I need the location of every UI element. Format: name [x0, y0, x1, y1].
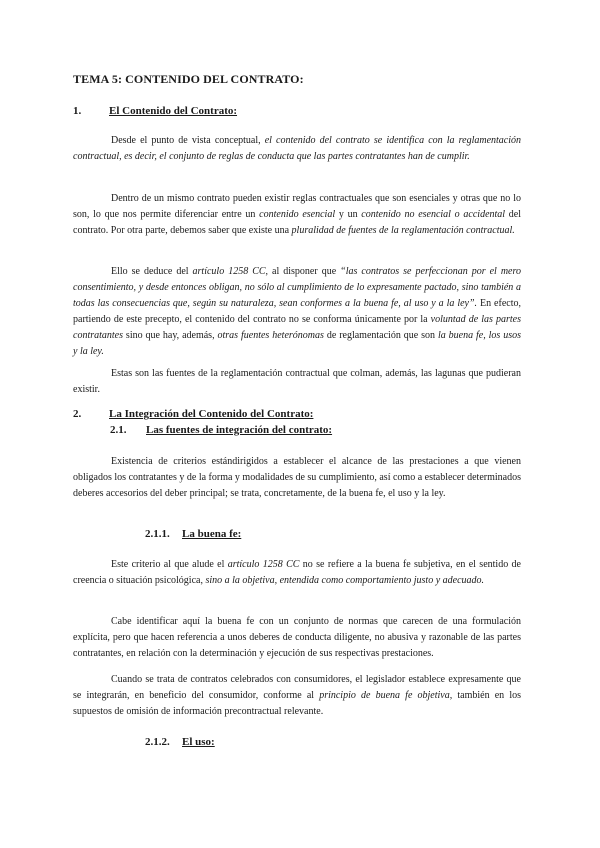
text-run-italic: “las contratos se perfeccionan por el mero consentimiento, y desde entonces obligan, no sólo al cumplimiento de lo expresamente pactado, sino también a todas las consecuencias que, según su naturaleza, sean conformes a la buena fe, al uso y a la ley”. — [73, 266, 521, 309]
section-title: Las fuentes de integración del contrato: — [146, 424, 333, 436]
text-run-italic: el contenido del contrato se identifica con la reglamentación contractual, es decir, el conjunto de reglas de conducta que las partes contratantes han de cumplir. — [73, 135, 521, 162]
text-run: y un — [335, 209, 362, 220]
text-run: Cabe identificar aquí la buena fe con un conjunto de normas que carecen de una formulación explícita, pero que hacen referencia a unos deberes de conducta diligente, no abusiva y razonable de las partes contratantes, en relación con la determinación y ejecución de sus respectivas prestaciones. — [73, 616, 521, 659]
text-run: de reglamentación que son — [323, 330, 438, 341]
text-run: Ello se deduce del — [111, 266, 193, 277]
text-run: En efecto, partiendo de este precepto, el contenido del contrato no se conforma únicamente por la — [73, 298, 521, 325]
section-title: La Integración del Contenido del Contrato: — [109, 408, 314, 420]
section-number: 2. — [73, 408, 82, 420]
text-run-italic: otras fuentes heterónomas — [217, 330, 324, 341]
page-title: TEMA 5: CONTENIDO DEL CONTRATO: — [73, 72, 304, 86]
text-run: Existencia de criterios estándirigidos a establecer el alcance de las prestaciones a que vienen obligados los contratantes y de la forma y modalidades de su cumplimiento, así como a establecer determinados deberes accesorios del deber principal; se trata, concretamente, de la buena fe, el uso y la ley. — [73, 456, 521, 499]
text-run-italic: artículo 1258 CC — [192, 266, 266, 277]
text-run-italic: artículo 1258 CC — [227, 559, 300, 570]
paragraph-7 — [73, 614, 521, 662]
text-run: Cuando se trata de contratos celebrados con consumidores, el legislador establece expresamente que se integrarán, en beneficio del consumidor, conforme al — [73, 674, 521, 701]
paragraph-5 — [73, 454, 521, 502]
section-number: 2.1. — [110, 424, 127, 436]
text-run: Dentro de un mismo contrato pueden existir reglas contractuales que son esenciales y otras que no lo son, lo que nos permite diferenciar entre un — [73, 193, 521, 220]
section-number: 1. — [73, 105, 82, 117]
section-title: El uso: — [182, 736, 215, 748]
text-run-italic: la buena fe, los usos y la ley. — [73, 330, 522, 357]
paragraph-4 — [73, 366, 521, 398]
text-run: Desde el punto de vista conceptual, — [111, 135, 265, 146]
section-number: 2.1.2. — [145, 736, 170, 748]
paragraph-6 — [73, 557, 521, 589]
text-run: del contrato. Por otra parte, debemos saber que existe una — [73, 209, 522, 236]
text-run: también en los supuestos de omisión de información precontractual relevante. — [73, 690, 521, 717]
text-run-italic: voluntad de las partes contratantes — [73, 314, 521, 341]
paragraph-1 — [73, 133, 521, 165]
paragraph-3 — [73, 264, 521, 360]
text-run-italic: pluralidad de fuentes de la reglamentación contractual. — [291, 225, 515, 236]
text-run: sino que hay, además, — [123, 330, 218, 341]
text-run-italic: sino a la objetiva, entendida como comportamiento justo y adecuado. — [205, 575, 485, 586]
section-title: La buena fe: — [182, 528, 242, 540]
text-run: no se refiere a la buena fe subjetiva, en el sentido de creencia o situación psicológica, — [73, 559, 521, 586]
paragraph-8 — [73, 672, 521, 720]
text-run: , al disponer que — [265, 266, 341, 277]
text-run: Este criterio al que alude el — [111, 559, 228, 570]
text-run: Estas son las fuentes de la reglamentación contractual que colman, además, las lagunas que pudieran existir. — [73, 368, 521, 395]
section-title: El Contenido del Contrato: — [109, 105, 238, 117]
paragraph-2 — [73, 191, 521, 239]
text-run-italic: principio de buena fe objetiva, — [319, 690, 453, 701]
section-number: 2.1.1. — [145, 528, 170, 540]
text-run-italic: contenido no esencial o accidental — [361, 209, 506, 220]
text-run-italic: contenido esencial — [259, 209, 336, 220]
